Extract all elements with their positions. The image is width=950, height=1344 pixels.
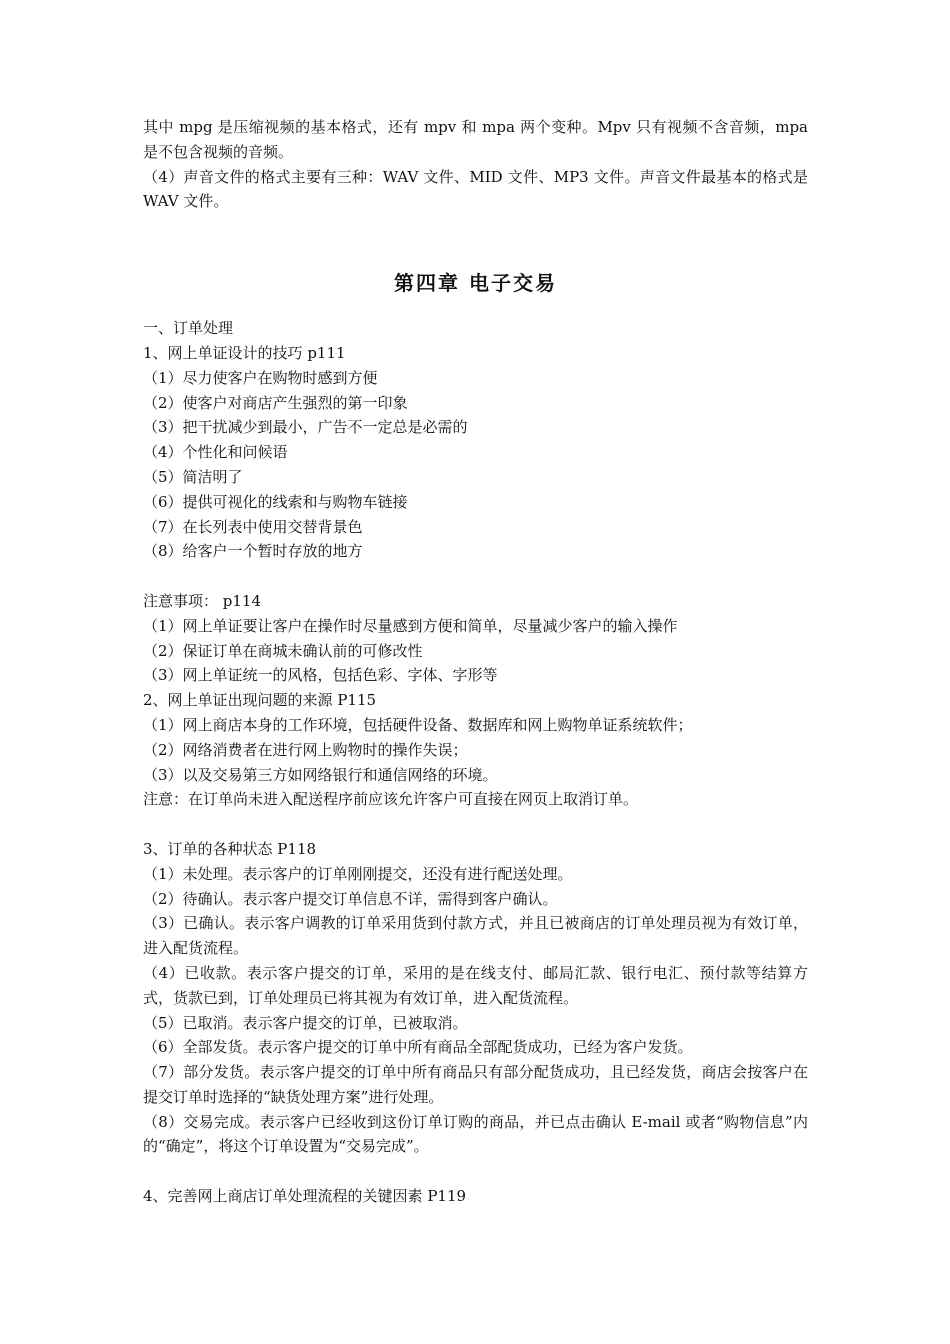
list-item: （3）已确认。表示客户调教的订单采用货到付款方式，并且已被商店的订单处理员视为有效订单，进入配货流程。 [143,914,808,958]
intro-paragraph-audio: （4）声音文件的格式主要有三种：WAV 文件、MID 文件、MP3 文件。声音文件最基本的格式是 WAV 文件。 [143,167,808,211]
list-item: （4）已收款。表示客户提交的订单，采用的是在线支付、邮局汇款、银行电汇、预付款等结算方式，货款已到，订单处理员已将其视为有效订单，进入配货流程。 [143,963,808,1007]
intro-paragraph-video: 其中 mpg 是压缩视频的基本格式，还有 mpv 和 mpa 两个变种。Mpv 只有视频不含音频，mpa 是不包含视频的音频。 [143,118,808,161]
section-key-factors [143,1184,808,1209]
section-heading: 一、订单处理 [143,319,234,338]
list-item: （8）交易完成。表示客户已经收到这份订单订购的商品，并已点击确认 E-mail 或者“购物信息”内的“确定”，将这个订单设置为“交易完成”。 [143,1112,808,1156]
list-item: （3）网上单证统一的风格，包括色彩、字体、字形等 [143,666,498,685]
chapter-title: 第四章 电子交易 [394,271,557,296]
note-paragraph: 注意：在订单尚未进入配送程序前应该允许客户可直接在网页上取消订单。 [143,790,639,809]
document-content [143,115,808,1209]
subsection-heading: 1、网上单证设计的技巧 p111 [143,343,346,362]
section-order-states [143,837,808,1159]
section-order-processing [143,316,808,564]
list-item: （1）尽力使客户在购物时感到方便 [143,368,378,387]
list-item: （7）部分发货。表示客户提交的订单中所有商品只有部分配货成功，且已经发货，商店会按客户在提交订单时选择的“缺货处理方案”进行处理。 [143,1063,808,1106]
list-item: （1）网上单证要让客户在操作时尽量感到方便和简单，尽量减少客户的输入操作 [143,616,678,635]
list-item: （1）网上商店本身的工作环境，包括硬件设备、数据库和网上购物单证系统软件； [143,715,693,734]
subsection-heading: 3、订单的各种状态 P118 [143,839,317,858]
list-item: （7）在长列表中使用交替背景色 [143,517,363,536]
list-item: （8）给客户一个暂时存放的地方 [143,542,363,561]
subsection-heading: 4、完善网上商店订单处理流程的关键因素 P119 [143,1187,467,1206]
list-item: （3）把干扰减少到最小，广告不一定总是必需的 [143,418,468,437]
notes-heading: 注意事项： p114 [143,591,262,610]
spacer [143,812,808,837]
spacer [143,214,808,268]
section-notes-and-problems [143,589,808,812]
list-item: （2）待确认。表示客户提交订单信息不详，需得到客户确认。 [143,889,558,908]
spacer [143,564,808,589]
list-item: （6）全部发货。表示客户提交的订单中所有商品全部配货成功，已经为客户发货。 [143,1038,693,1057]
list-item: （5）简洁明了 [143,467,243,486]
list-item: （2）使客户对商店产生强烈的第一印象 [143,393,408,412]
list-item: （6）提供可视化的线索和与购物车链接 [143,492,408,511]
list-item: （5）已取消。表示客户提交的订单，已被取消。 [143,1013,468,1032]
list-item: （1）未处理。表示客户的订单刚刚提交，还没有进行配送处理。 [143,864,573,883]
list-item: （3）以及交易第三方如网络银行和通信网络的环境。 [143,765,498,784]
spacer [143,1159,808,1184]
subsection-heading: 2、网上单证出现问题的来源 P115 [143,691,377,710]
intro-block [143,115,808,214]
list-item: （2）保证订单在商城未确认前的可修改性 [143,641,423,660]
list-item: （2）网络消费者在进行网上购物时的操作失误； [143,740,468,759]
list-item: （4）个性化和问候语 [143,443,288,462]
